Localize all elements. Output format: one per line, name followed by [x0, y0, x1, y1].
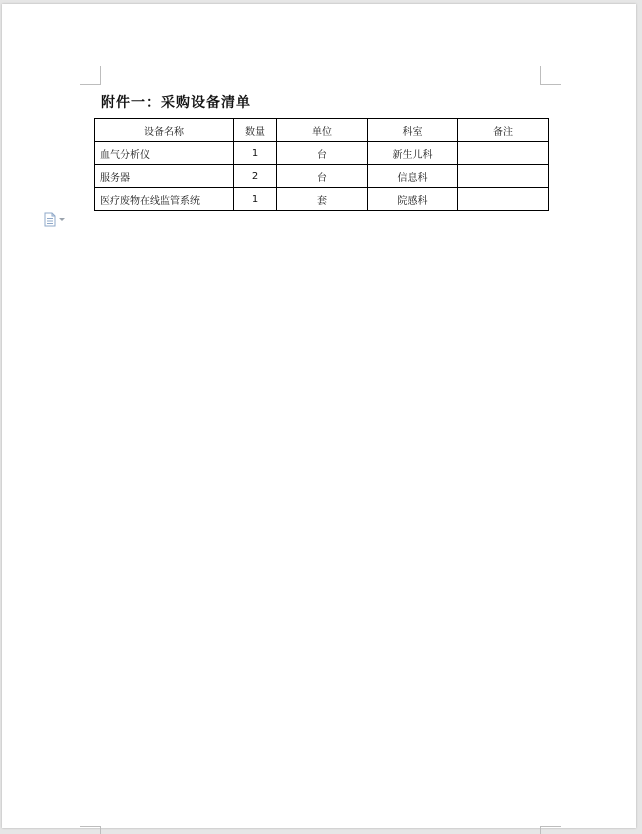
chevron-down-icon [59, 218, 65, 221]
crop-mark-top-left [80, 66, 101, 85]
table-cell: 血气分析仪 [95, 142, 234, 165]
crop-mark-bottom-left [80, 826, 101, 834]
table-cell: 2 [234, 165, 277, 188]
table-cell: 医疗废物在线监管系统 [95, 188, 234, 211]
table-cell: 1 [234, 188, 277, 211]
document-page[interactable] [2, 4, 636, 828]
column-header: 数量 [234, 119, 277, 142]
paste-options-button[interactable] [44, 210, 74, 228]
column-header: 单位 [277, 119, 368, 142]
table-row [95, 188, 549, 211]
column-header: 科室 [368, 119, 458, 142]
table-cell [458, 165, 549, 188]
table-row [95, 165, 549, 188]
table-cell: 院感科 [368, 188, 458, 211]
table-cell: 套 [277, 188, 368, 211]
table-cell: 台 [277, 142, 368, 165]
table-cell: 台 [277, 165, 368, 188]
equipment-table [94, 118, 549, 211]
document-title: 附件一：采购设备清单 [101, 95, 251, 111]
crop-mark-top-right [540, 66, 561, 85]
table-cell: 服务器 [95, 165, 234, 188]
document-icon [44, 212, 56, 227]
table-cell: 新生儿科 [368, 142, 458, 165]
table-cell [458, 188, 549, 211]
column-header: 设备名称 [95, 119, 234, 142]
table-row [95, 142, 549, 165]
crop-mark-bottom-right [540, 826, 561, 834]
table-header-row [95, 119, 549, 142]
table-cell: 信息科 [368, 165, 458, 188]
table-cell [458, 142, 549, 165]
table-cell: 1 [234, 142, 277, 165]
column-header: 备注 [458, 119, 549, 142]
